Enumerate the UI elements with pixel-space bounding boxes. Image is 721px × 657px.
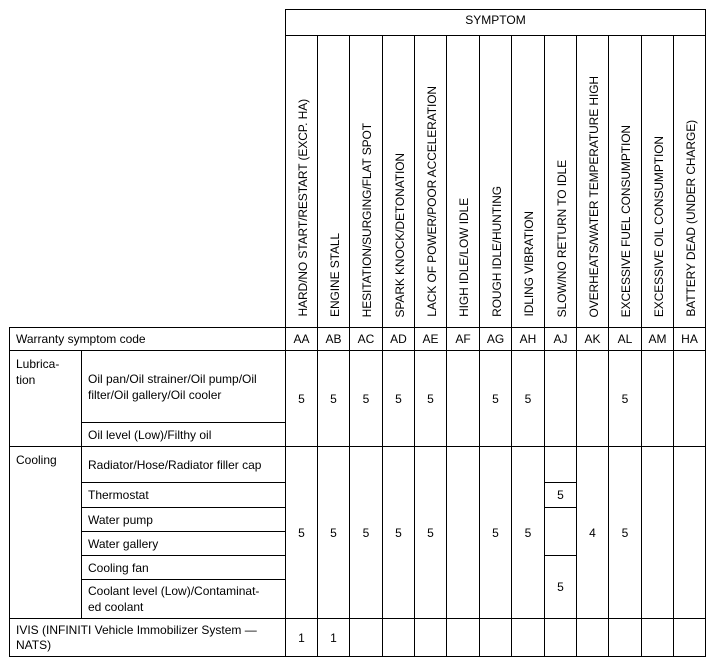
ivis-value-aj (545, 619, 577, 657)
table-row (10, 351, 706, 423)
symptom-col-ah (512, 36, 545, 328)
cooling-value-aj-radiator (545, 447, 577, 483)
symptom-col-ak (577, 36, 609, 328)
symptom-label: HIGH IDLE/LOW IDLE (457, 198, 471, 317)
ivis-value-am (642, 619, 674, 657)
warranty-code-af: AF (447, 328, 480, 351)
item-radiator: Radiator/Hose/Radiator filler cap (82, 447, 286, 483)
cooling-value-am (642, 447, 674, 619)
symptom-label: HESITATION/SURGING/FLAT SPOT (360, 122, 374, 317)
symptom-label: SPARK KNOCK/DETONATION (393, 152, 407, 317)
item-ivis: IVIS (INFINITI Vehicle Immobilizer System — NATS) (10, 619, 286, 657)
cooling-value-ak: 4 (577, 447, 609, 619)
cooling-value-ah: 5 (512, 447, 545, 619)
warranty-code-al: AL (609, 328, 642, 351)
cooling-value-af (447, 447, 480, 619)
table-row (10, 619, 706, 657)
symptom-label: EXCESSIVE OIL CONSUMPTION (652, 135, 666, 317)
lubrication-value-ae: 5 (415, 351, 447, 447)
cooling-value-ac: 5 (350, 447, 383, 619)
table-row (10, 447, 706, 483)
warranty-code-ag: AG (480, 328, 512, 351)
warranty-code-label: Warranty symptom code (10, 328, 286, 351)
ivis-value-af (447, 619, 480, 657)
group-cooling: Cooling (10, 447, 82, 619)
cooling-value-al: 5 (609, 447, 642, 619)
ivis-value-aa: 1 (286, 619, 318, 657)
item-coolant-level: Coolant level (Low)/Contaminat- ed coolant (82, 580, 286, 619)
symptom-label: HARD/NO START/RESTART (EXCP. HA) (296, 99, 310, 317)
symptom-col-aj (545, 36, 577, 328)
symptom-col-am (642, 36, 674, 328)
symptom-col-ac (350, 36, 383, 328)
lubrication-value-aa: 5 (286, 351, 318, 447)
symptom-matrix-table (9, 9, 706, 657)
ivis-value-ae (415, 619, 447, 657)
symptom-col-ag (480, 36, 512, 328)
symptom-label: OVERHEATS/WATER TEMPERATURE HIGH (587, 75, 601, 317)
warranty-code-aa: AA (286, 328, 318, 351)
warranty-code-aj: AJ (545, 328, 577, 351)
ivis-value-ak (577, 619, 609, 657)
header-blank-corner (10, 10, 286, 328)
warranty-code-ac: AC (350, 328, 383, 351)
item-water-pump: Water pump (82, 508, 286, 532)
item-cooling-fan: Cooling fan (82, 556, 286, 580)
warranty-code-am: AM (642, 328, 674, 351)
cooling-value-aa: 5 (286, 447, 318, 619)
lubrication-value-ab: 5 (318, 351, 350, 447)
lubrication-value-ha (674, 351, 706, 447)
cooling-value-aj-fan-coolant: 5 (545, 556, 577, 619)
symptom-label: BATTERY DEAD (UNDER CHARGE) (684, 120, 698, 317)
symptom-col-ad (383, 36, 415, 328)
symptom-label: IDLING VIBRATION (522, 211, 536, 317)
lubrication-value-al: 5 (609, 351, 642, 447)
ivis-value-ag (480, 619, 512, 657)
symptom-col-af (447, 36, 480, 328)
warranty-code-ha: HA (674, 328, 706, 351)
ivis-value-ab: 1 (318, 619, 350, 657)
symptom-label: SLOW/NO RETURN TO IDLE (555, 159, 569, 317)
cooling-value-ha (674, 447, 706, 619)
item-water-gallery: Water gallery (82, 532, 286, 556)
lubrication-value-ad: 5 (383, 351, 415, 447)
lubrication-value-ak (577, 351, 609, 447)
item-oil-pan: Oil pan/Oil strainer/Oil pump/Oil filter/Oil gallery/Oil cooler (82, 351, 286, 423)
warranty-code-ab: AB (318, 328, 350, 351)
lubrication-value-aj (545, 351, 577, 447)
group-lubrication: Lubrica- tion (10, 351, 82, 447)
cooling-value-aj-pump-gallery (545, 508, 577, 556)
lubrication-value-ah: 5 (512, 351, 545, 447)
symptom-col-al (609, 36, 642, 328)
ivis-value-ac (350, 619, 383, 657)
warranty-code-row (10, 328, 706, 351)
warranty-code-ah: AH (512, 328, 545, 351)
lubrication-value-ag: 5 (480, 351, 512, 447)
lubrication-value-ac: 5 (350, 351, 383, 447)
symptom-label: ROUGH IDLE/HUNTING (490, 186, 504, 317)
cooling-value-aj-thermostat: 5 (545, 483, 577, 508)
cooling-value-ae: 5 (415, 447, 447, 619)
cooling-value-ag: 5 (480, 447, 512, 619)
ivis-value-ad (383, 619, 415, 657)
warranty-code-ad: AD (383, 328, 415, 351)
lubrication-value-am (642, 351, 674, 447)
cooling-value-ab: 5 (318, 447, 350, 619)
warranty-code-ae: AE (415, 328, 447, 351)
ivis-value-al (609, 619, 642, 657)
ivis-value-ha (674, 619, 706, 657)
symptom-col-aa (286, 36, 318, 328)
symptom-label: ENGINE STALL (328, 233, 342, 317)
ivis-value-ah (512, 619, 545, 657)
cooling-value-ad: 5 (383, 447, 415, 619)
item-oil-level: Oil level (Low)/Filthy oil (82, 423, 286, 447)
lubrication-value-af (447, 351, 480, 447)
symptom-col-ha (674, 36, 706, 328)
symptom-label: EXCESSIVE FUEL CONSUMPTION (619, 124, 633, 317)
warranty-code-ak: AK (577, 328, 609, 351)
symptom-col-ab (318, 36, 350, 328)
symptom-table-container (9, 9, 706, 657)
symptom-col-ae (415, 36, 447, 328)
symptom-header: SYMPTOM (286, 10, 706, 36)
item-thermostat: Thermostat (82, 483, 286, 508)
symptom-label: LACK OF POWER/POOR ACCELERATION (425, 86, 439, 317)
